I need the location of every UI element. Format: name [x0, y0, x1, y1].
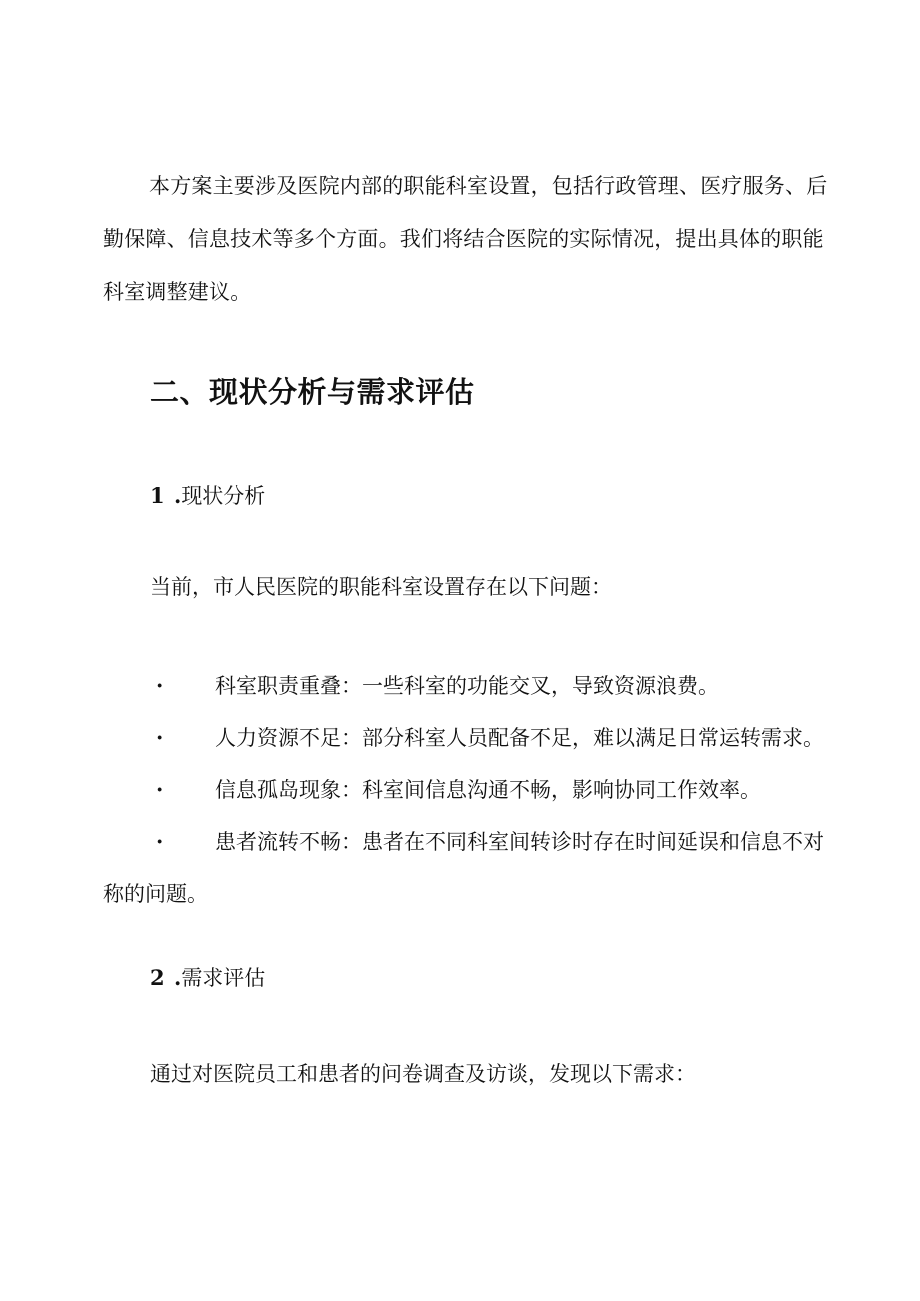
list-item-text: 患者流转不畅：患者在不同科室间转诊时存在时间延误和信息不对称的问题。	[103, 830, 824, 906]
section-heading: 二、现状分析与需求评估	[150, 375, 475, 409]
subsection-heading-1	[150, 480, 265, 510]
subsection-title: 需求评估	[181, 966, 266, 990]
bullet-icon: ·	[156, 829, 164, 854]
subsection-heading-2	[150, 962, 265, 992]
subsection-dot: .	[174, 965, 182, 990]
list-item-text: 人力资源不足：部分科室人员配备不足，难以满足日常运转需求。	[215, 726, 824, 750]
intro-paragraph: 本方案主要涉及医院内部的职能科室设置，包括行政管理、医疗服务、后勤保障、信息技术等多个方面。我们将结合医院的实际情况，提出具体的职能科室调整建议。	[103, 174, 828, 304]
list-item	[103, 764, 828, 816]
assessment-lead-text: 通过对医院员工和患者的问卷调查及访谈，发现以下需求：	[150, 1062, 696, 1086]
subsection-number: 1	[150, 483, 165, 508]
subsection-number: 2	[150, 965, 165, 990]
list-item-text: 信息孤岛现象：科室间信息沟通不畅，影响协同工作效率。	[215, 778, 761, 802]
analysis-lead-text: 当前，市人民医院的职能科室设置存在以下问题：	[150, 575, 612, 599]
list-item	[103, 816, 828, 920]
list-item-text: 科室职责重叠：一些科室的功能交叉，导致资源浪费。	[215, 674, 719, 698]
bullet-icon: ·	[156, 777, 164, 802]
issue-list	[103, 660, 828, 920]
bullet-icon: ·	[156, 673, 164, 698]
subsection-dot: .	[174, 483, 182, 508]
list-item	[103, 660, 828, 712]
bullet-icon: ·	[156, 725, 164, 750]
subsection-title: 现状分析	[181, 484, 266, 508]
list-item	[103, 712, 828, 764]
